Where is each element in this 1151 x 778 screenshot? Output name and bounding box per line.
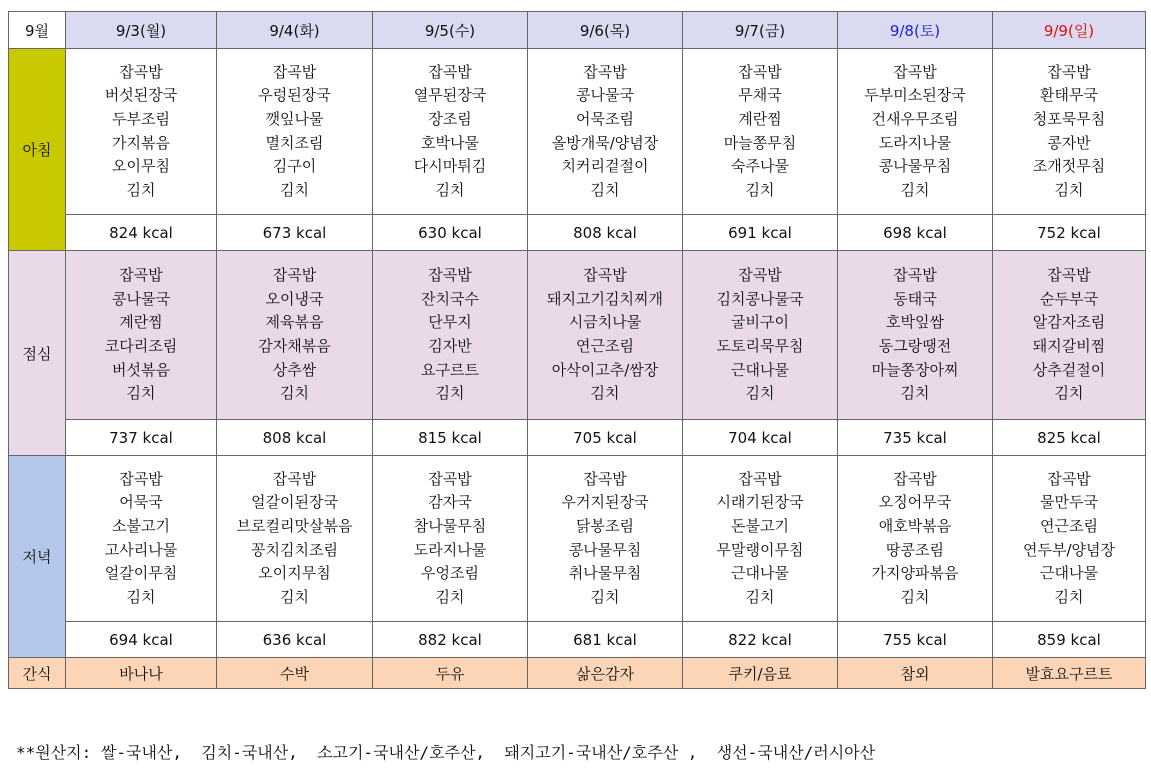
menu-item: 버섯볶음 xyxy=(112,360,170,379)
header-row xyxy=(9,12,1146,49)
menu-cell xyxy=(528,49,683,215)
menu-item: 열무된장국 xyxy=(413,86,487,105)
menu-item: 김치콩나물국 xyxy=(716,289,804,308)
menu-item: 잡곡밥 xyxy=(893,469,937,488)
menu-item: 마늘쫑무침 xyxy=(723,133,797,152)
menu-item: 꽁치김치조림 xyxy=(251,540,338,559)
kcal-value: 681 kcal xyxy=(528,622,683,658)
menu-item: 김치 xyxy=(900,587,930,606)
menu-item: 콩나물무침 xyxy=(878,157,952,176)
menu-item: 잡곡밥 xyxy=(1047,62,1091,81)
menu-cell xyxy=(217,456,373,622)
kcal-value: 752 kcal xyxy=(993,215,1146,251)
menu-item: 김치 xyxy=(435,384,465,403)
menu-item: 얼갈이무침 xyxy=(104,564,178,583)
kcal-value: 737 kcal xyxy=(66,420,217,456)
kcal-value: 824 kcal xyxy=(66,215,217,251)
menu-item: 잡곡밥 xyxy=(428,469,472,488)
menu-item: 잡곡밥 xyxy=(119,266,163,285)
menu-cell xyxy=(993,251,1146,420)
menu-item: 근대나물 xyxy=(731,360,789,379)
menu-item: 잡곡밥 xyxy=(583,62,627,81)
menu-item: 우거지된장국 xyxy=(561,493,649,512)
menu-item: 잔치국수 xyxy=(421,289,479,308)
menu-item: 김치 xyxy=(745,384,775,403)
menu-item: 땅콩조림 xyxy=(886,540,944,559)
menu-item: 잡곡밥 xyxy=(1047,469,1091,488)
menu-item: 김치 xyxy=(280,587,309,606)
day-header: 9/4(화) xyxy=(217,12,373,49)
menu-item: 김치 xyxy=(1054,384,1084,403)
menu-item: 연근조림 xyxy=(1040,516,1098,535)
menu-item: 동그랑땡전 xyxy=(878,337,952,355)
menu-cell xyxy=(217,49,373,215)
menu-cell xyxy=(66,456,217,622)
menu-item: 돼지갈비찜 xyxy=(1032,337,1106,355)
menu-item: 김치 xyxy=(745,587,775,606)
menu-cell xyxy=(373,49,528,215)
menu-item: 잡곡밥 xyxy=(738,62,782,81)
kcal-value: 859 kcal xyxy=(993,622,1146,658)
menu-item: 도토리묵무침 xyxy=(716,337,804,355)
kcal-value: 705 kcal xyxy=(528,420,683,456)
menu-item: 상추겉절이 xyxy=(1032,360,1106,379)
menu-item: 코다리조림 xyxy=(104,337,178,355)
kcal-value: 673 kcal xyxy=(217,215,373,251)
menu-item: 고사리나물 xyxy=(104,540,178,559)
kcal-value: 755 kcal xyxy=(838,622,993,658)
menu-item: 가지볶음 xyxy=(112,133,170,152)
menu-cell xyxy=(993,456,1146,622)
kcal-value: 815 kcal xyxy=(373,420,528,456)
menu-item: 건새우무조림 xyxy=(871,109,959,128)
menu-item: 올방개묵/양념장 xyxy=(551,133,659,152)
menu-item: 애호박볶음 xyxy=(878,516,952,535)
day-header: 9/7(금) xyxy=(683,12,838,49)
menu-item: 우엉조림 xyxy=(421,564,479,583)
menu-item: 잡곡밥 xyxy=(583,469,627,488)
breakfast-kcal-row xyxy=(9,215,1146,251)
snack-item: 참외 xyxy=(838,658,993,689)
menu-item: 잡곡밥 xyxy=(893,62,937,81)
menu-item: 잡곡밥 xyxy=(119,469,163,488)
menu-item: 잡곡밥 xyxy=(272,62,317,81)
menu-item: 오이지무침 xyxy=(258,564,331,583)
menu-item: 요구르트 xyxy=(421,360,479,379)
menu-item: 얼갈이된장국 xyxy=(251,493,338,512)
menu-item: 알감자조림 xyxy=(1032,313,1106,332)
menu-item: 김치 xyxy=(745,180,775,199)
menu-item: 계란찜 xyxy=(119,313,163,332)
day-header: 9/5(수) xyxy=(373,12,528,49)
menu-item: 무채국 xyxy=(738,86,782,105)
menu-cell xyxy=(66,49,217,215)
menu-cell xyxy=(373,251,528,420)
menu-item: 닭봉조림 xyxy=(576,516,634,535)
meal-table-body xyxy=(9,12,1146,689)
snack-item: 쿠키/음료 xyxy=(683,658,838,689)
menu-item: 단무지 xyxy=(428,313,472,332)
menu-item: 소불고기 xyxy=(112,516,170,535)
menu-item: 김치 xyxy=(900,180,930,199)
menu-item: 근대나물 xyxy=(731,564,789,583)
menu-item: 근대나물 xyxy=(1040,564,1098,583)
kcal-value: 735 kcal xyxy=(838,420,993,456)
menu-item: 깻잎나물 xyxy=(265,109,324,128)
menu-item: 가지양파볶음 xyxy=(871,564,959,583)
menu-item: 감자채볶음 xyxy=(258,337,331,355)
menu-item: 마늘쫑장아찌 xyxy=(871,360,959,379)
snack-row xyxy=(9,658,1146,689)
day-header: 9/3(월) xyxy=(66,12,217,49)
menu-item: 김구이 xyxy=(272,157,317,176)
menu-item: 어묵조림 xyxy=(576,109,634,128)
menu-item: 콩나물국 xyxy=(112,289,170,308)
kcal-value: 698 kcal xyxy=(838,215,993,251)
menu-cell xyxy=(683,251,838,420)
menu-item: 청포묵무침 xyxy=(1032,109,1106,128)
month-label: 9월 xyxy=(9,12,66,49)
menu-cell xyxy=(838,251,993,420)
menu-item: 콩자반 xyxy=(1047,133,1091,152)
menu-cell xyxy=(66,251,217,420)
menu-item: 참나물무침 xyxy=(413,516,487,535)
dinner-menu-row xyxy=(9,456,1146,622)
menu-item: 호박잎쌈 xyxy=(886,313,944,332)
menu-item: 호박나물 xyxy=(421,133,479,152)
snack-item: 두유 xyxy=(373,658,528,689)
menu-item: 잡곡밥 xyxy=(583,266,627,285)
menu-item: 잡곡밥 xyxy=(272,266,317,285)
menu-item: 감자국 xyxy=(428,493,472,512)
menu-item: 시금치나물 xyxy=(568,313,642,332)
dinner-label: 저녁 xyxy=(9,456,66,658)
breakfast-label: 아침 xyxy=(9,49,66,251)
menu-item: 잡곡밥 xyxy=(738,266,782,285)
menu-item: 무말랭이무침 xyxy=(716,540,804,559)
menu-item: 굴비구이 xyxy=(731,313,789,332)
menu-item: 김치 xyxy=(126,587,156,606)
menu-item: 김치 xyxy=(590,180,620,199)
menu-item: 장조림 xyxy=(428,109,472,128)
menu-item: 김치 xyxy=(126,384,156,403)
menu-item: 김치 xyxy=(435,587,465,606)
menu-item: 오이냉국 xyxy=(265,289,324,308)
menu-item: 계란찜 xyxy=(738,109,782,128)
menu-item: 시래기된장국 xyxy=(716,493,804,512)
menu-item: 도라지나물 xyxy=(878,133,952,152)
menu-item: 김치 xyxy=(1054,587,1084,606)
menu-item: 김치 xyxy=(280,180,309,199)
lunch-label: 점심 xyxy=(9,251,66,456)
snack-label: 간식 xyxy=(9,658,66,689)
menu-cell xyxy=(528,251,683,420)
kcal-value: 636 kcal xyxy=(217,622,373,658)
kcal-value: 694 kcal xyxy=(66,622,217,658)
day-header-saturday: 9/8(토) xyxy=(838,12,993,49)
menu-item: 돼지고기김치찌개 xyxy=(547,289,663,308)
snack-item: 발효요구르트 xyxy=(993,658,1146,689)
menu-cell xyxy=(683,49,838,215)
menu-item: 김치 xyxy=(435,180,465,199)
menu-item: 잡곡밥 xyxy=(272,469,317,488)
menu-item: 콩나물무침 xyxy=(568,540,642,559)
menu-item: 잡곡밥 xyxy=(119,62,163,81)
menu-cell xyxy=(838,49,993,215)
menu-item: 김치 xyxy=(280,384,309,403)
day-header-sunday: 9/9(일) xyxy=(993,12,1146,49)
menu-item: 브로컬리맛살볶음 xyxy=(236,516,353,535)
menu-item: 아삭이고추/쌈장 xyxy=(551,360,659,379)
kcal-value: 882 kcal xyxy=(373,622,528,658)
menu-item: 잡곡밥 xyxy=(1047,266,1091,285)
weekly-meal-table xyxy=(8,11,1146,689)
menu-item: 돈불고기 xyxy=(731,516,789,535)
menu-item: 순두부국 xyxy=(1040,289,1098,308)
dinner-kcal-row xyxy=(9,622,1146,658)
kcal-value: 822 kcal xyxy=(683,622,838,658)
menu-item: 연두부/양념장 xyxy=(1023,540,1115,559)
kcal-value: 808 kcal xyxy=(528,215,683,251)
menu-item: 상추쌈 xyxy=(272,360,317,379)
menu-cell xyxy=(528,456,683,622)
menu-item: 제육볶음 xyxy=(265,313,324,332)
menu-item: 다시마튀김 xyxy=(413,157,487,176)
menu-item: 멸치조림 xyxy=(265,133,324,152)
menu-item: 동태국 xyxy=(893,289,937,308)
kcal-value: 808 kcal xyxy=(217,420,373,456)
kcal-value: 691 kcal xyxy=(683,215,838,251)
menu-item: 김치 xyxy=(126,180,156,199)
kcal-value: 630 kcal xyxy=(373,215,528,251)
menu-item: 잡곡밥 xyxy=(738,469,782,488)
menu-item: 버섯된장국 xyxy=(104,86,178,105)
menu-item: 김치 xyxy=(900,384,930,403)
snack-item: 수박 xyxy=(217,658,373,689)
menu-item: 치커리겉절이 xyxy=(561,157,649,176)
menu-item: 김치 xyxy=(590,587,620,606)
menu-item: 연근조림 xyxy=(576,337,634,355)
menu-cell xyxy=(683,456,838,622)
menu-item: 오징어무국 xyxy=(878,493,952,512)
lunch-kcal-row xyxy=(9,420,1146,456)
menu-item: 잡곡밥 xyxy=(428,266,472,285)
kcal-value: 825 kcal xyxy=(993,420,1146,456)
menu-item: 잡곡밥 xyxy=(893,266,937,285)
menu-item: 두부미소된장국 xyxy=(864,86,966,105)
menu-item: 조개젓무침 xyxy=(1032,157,1106,176)
origin-note: **원산지: 쌀-국내산, 김치-국내산, 소고기-국내산/호주산, 돼지고기-국내산/호주산 , 생선-국내산/러시아산 xyxy=(16,743,876,762)
kcal-value: 704 kcal xyxy=(683,420,838,456)
lunch-menu-row xyxy=(9,251,1146,420)
snack-item: 삶은감자 xyxy=(528,658,683,689)
menu-item: 우렁된장국 xyxy=(258,86,331,105)
menu-item: 취나물무침 xyxy=(568,564,642,583)
menu-item: 숙주나물 xyxy=(731,157,789,176)
snack-item: 바나나 xyxy=(66,658,217,689)
menu-item: 환태무국 xyxy=(1040,86,1098,105)
menu-item: 도라지나물 xyxy=(413,540,487,559)
menu-item: 콩나물국 xyxy=(576,86,634,105)
menu-cell xyxy=(217,251,373,420)
day-header: 9/6(목) xyxy=(528,12,683,49)
menu-cell xyxy=(993,49,1146,215)
menu-item: 김치 xyxy=(590,384,620,403)
menu-item: 오이무침 xyxy=(112,157,170,176)
menu-item: 잡곡밥 xyxy=(428,62,472,81)
menu-item: 김자반 xyxy=(428,337,472,355)
menu-item: 물만두국 xyxy=(1040,493,1098,512)
menu-item: 어묵국 xyxy=(119,493,163,512)
menu-cell xyxy=(373,456,528,622)
menu-cell xyxy=(838,456,993,622)
menu-item: 김치 xyxy=(1054,180,1084,199)
breakfast-menu-row xyxy=(9,49,1146,215)
menu-item: 두부조림 xyxy=(112,109,170,128)
